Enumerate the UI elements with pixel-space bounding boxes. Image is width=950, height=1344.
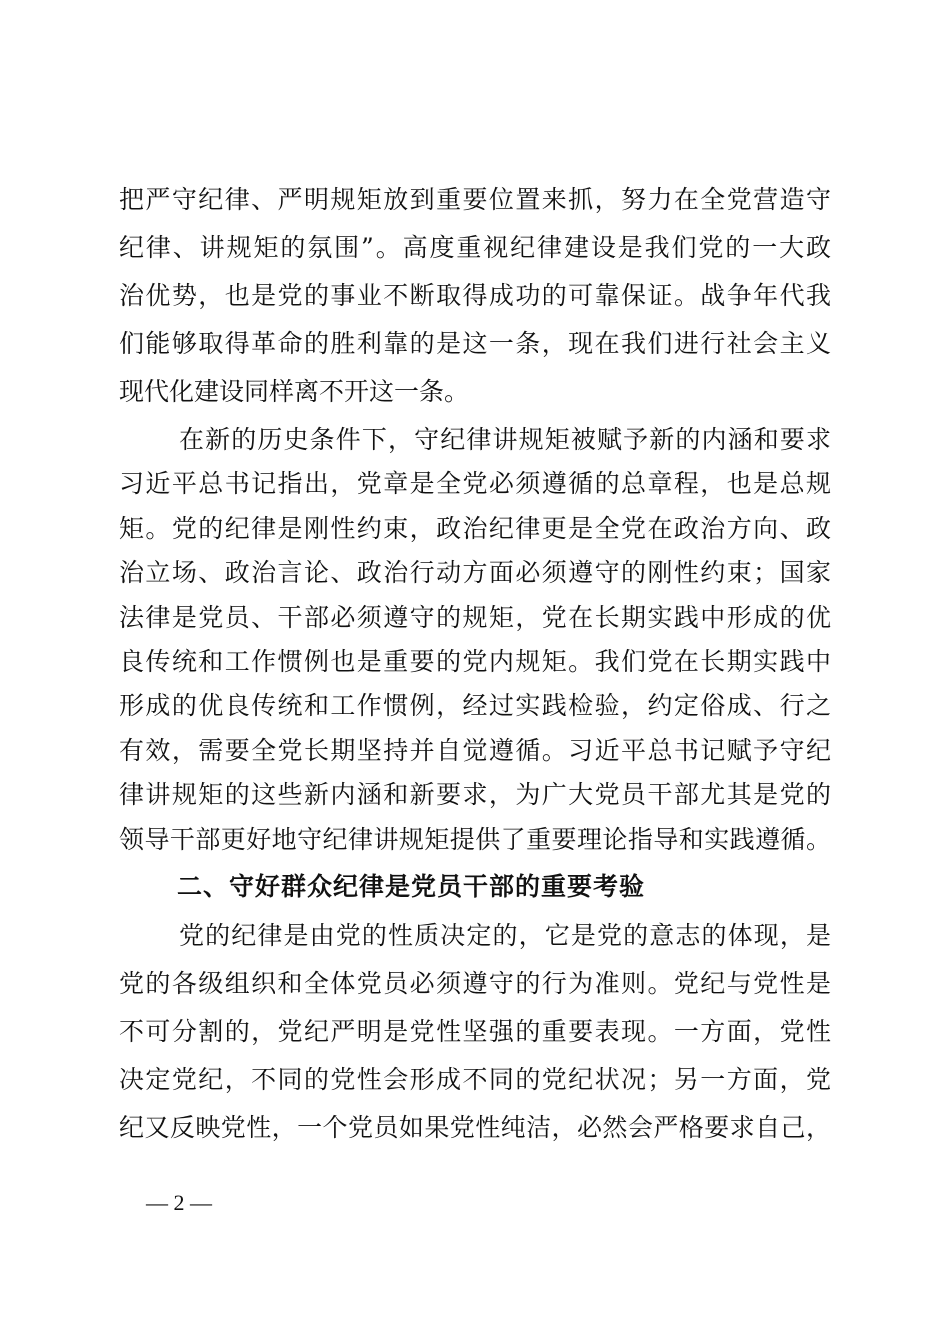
paragraph-2-line-10: 领导干部更好地守纪律讲规矩提供了重要理论指导和实践遵循。 xyxy=(119,824,831,854)
paragraph-2-line-3: 矩。党的纪律是刚性约束，政治纪律更是全党在政治方向、政 xyxy=(119,513,831,543)
paragraph-3-line-3: 不可分割的，党纪严明是党性坚强的重要表现。一方面，党性 xyxy=(119,1017,831,1046)
section-heading: 二、守好群众纪律是党员干部的重要考验 xyxy=(177,872,646,901)
paragraph-2-line-6: 良传统和工作惯例也是重要的党内规矩。我们党在长期实践中 xyxy=(119,647,831,676)
paragraph-1-line-5: 现代化建设同样离不开这一条。 xyxy=(119,377,470,406)
paragraph-2-line-9: 律讲规矩的这些新内涵和新要求，为广大党员干部尤其是党的 xyxy=(119,780,831,810)
paragraph-2-line-1: 在新的历史条件下，守纪律讲规矩被赋予新的内涵和要求 xyxy=(179,425,831,454)
paragraph-2-line-7: 形成的优良传统和工作惯例，经过实践检验，约定俗成、行之 xyxy=(119,691,831,721)
paragraph-3-line-1: 党的纪律是由党的性质决定的，它是党的意志的体现，是 xyxy=(179,921,831,950)
paragraph-2-line-2: 习近平总书记指出，党章是全党必须遵循的总章程，也是总规 xyxy=(119,469,831,499)
paragraph-3-line-5: 纪又反映党性，一个党员如果党性纯洁，必然会严格要求自己， xyxy=(119,1113,831,1142)
paragraph-2-line-4: 治立场、政治言论、政治行动方面必须遵守的刚性约束；国家 xyxy=(119,558,831,588)
paragraph-2-line-8: 有效，需要全党长期坚持并自觉遵循。习近平总书记赋予守纪 xyxy=(119,735,831,765)
paragraph-3-line-2: 党的各级组织和全体党员必须遵守的行为准则。党纪与党性是 xyxy=(119,969,831,998)
paragraph-1-line-1: 把严守纪律、严明规矩放到重要位置来抓，努力在全党营造守 xyxy=(119,185,831,214)
page-number: — 2 — xyxy=(146,1190,212,1215)
paragraph-1-line-4: 们能够取得革命的胜利靠的是这一条，现在我们进行社会主义 xyxy=(119,329,831,358)
paragraph-3-line-4: 决定党纪，不同的党性会形成不同的党纪状况；另一方面，党 xyxy=(119,1065,831,1094)
paragraph-1-line-2: 纪律、讲规矩的氛围”。高度重视纪律建设是我们党的一大政 xyxy=(119,233,831,262)
paragraph-2-line-5: 法律是党员、干部必须遵守的规矩，党在长期实践中形成的优 xyxy=(119,602,831,632)
paragraph-1-line-3: 治优势，也是党的事业不断取得成功的可靠保证。战争年代我 xyxy=(119,281,831,310)
